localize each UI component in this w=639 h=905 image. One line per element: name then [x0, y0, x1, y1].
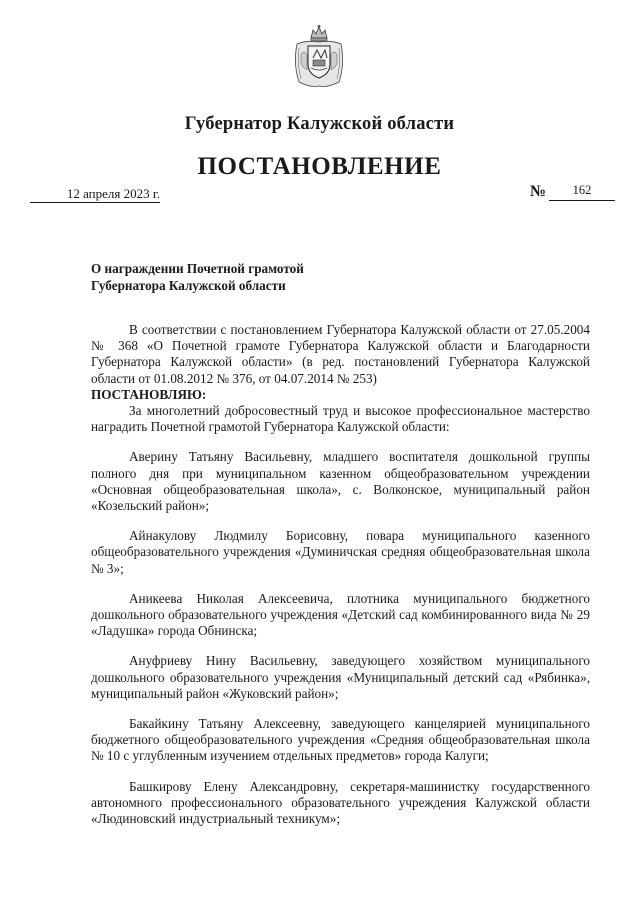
document-subject: [91, 261, 304, 294]
subject-line-1: О награждении Почетной грамотой: [91, 261, 304, 276]
awardee-paragraph: Айнакулову Людмилу Борисовну, повара муниципального казенного общеобразовательного учреждения «Думиничская средняя общеобразовательная школа № 3»;: [91, 528, 590, 576]
number-sign: №: [530, 183, 547, 200]
awardee-paragraph: Башкирову Елену Александровну, секретаря-машинистку государственного автономного профессионального образовательного учреждения Калужской области «Людиновский индустриальный техникум»;: [91, 778, 590, 827]
subject-line-2: Губернатора Калужской области: [91, 277, 286, 293]
document-date: 12 апреля 2023 г.: [30, 186, 160, 203]
document-body: [91, 322, 590, 827]
document-number: 162: [549, 180, 615, 201]
resolution-paragraph: За многолетний добросовестный труд и высокое профессиональное мастерство наградить Почетной грамотой Губернатора Калужской области:: [91, 403, 590, 435]
issuer-title: Губернатор Калужской области: [184, 114, 455, 134]
awardee-paragraph: Ануфриеву Нину Васильевну, заведующего хозяйством муниципального дошкольного образовательного учреждения «Муниципальный детский сад «Рябинка», муниципальный район «Жуковский район»;: [91, 653, 590, 701]
awardee-paragraph: Аникеева Николая Алексеевича, плотника муниципального бюджетного дошкольного образовательного учреждения «Детский сад комбинированного вида № 29 «Ладушка» города Обнинска;: [91, 590, 590, 639]
preamble-paragraph: В соответствии с постановлением Губернатора Калужской области от 27.05.2004 № 368 «О Почетной грамоте Губернатора Калужской области и Благодарности Губернатора Калужской области» (в ред. постановлений Губернатора Калужской области от 01.08.2012 № 376, от 04.07.2014 № 253): [91, 322, 590, 386]
decree-word: ПОСТАНОВЛЯЮ:: [91, 386, 207, 402]
awardee-paragraph: Бакайкину Татьяну Алексеевну, заведующего канцелярией муниципального бюджетного общеобразовательного учреждения «Средняя общеобразовательная школа № 10 с углубленным изучением отдельных предметов» города Калуги;: [91, 716, 590, 764]
coat-of-arms-emblem: [291, 24, 347, 90]
awardee-paragraph: Аверину Татьяну Васильевну, младшего воспитателя дошкольной группы полного дня при муниципальном казенном общеобразовательном учреждении «Основная общеобразовательная школа», с. Волконское, муниципальный район «Козельский район»;: [91, 449, 590, 514]
document-type-title: ПОСТАНОВЛЕНИЕ: [197, 153, 442, 180]
